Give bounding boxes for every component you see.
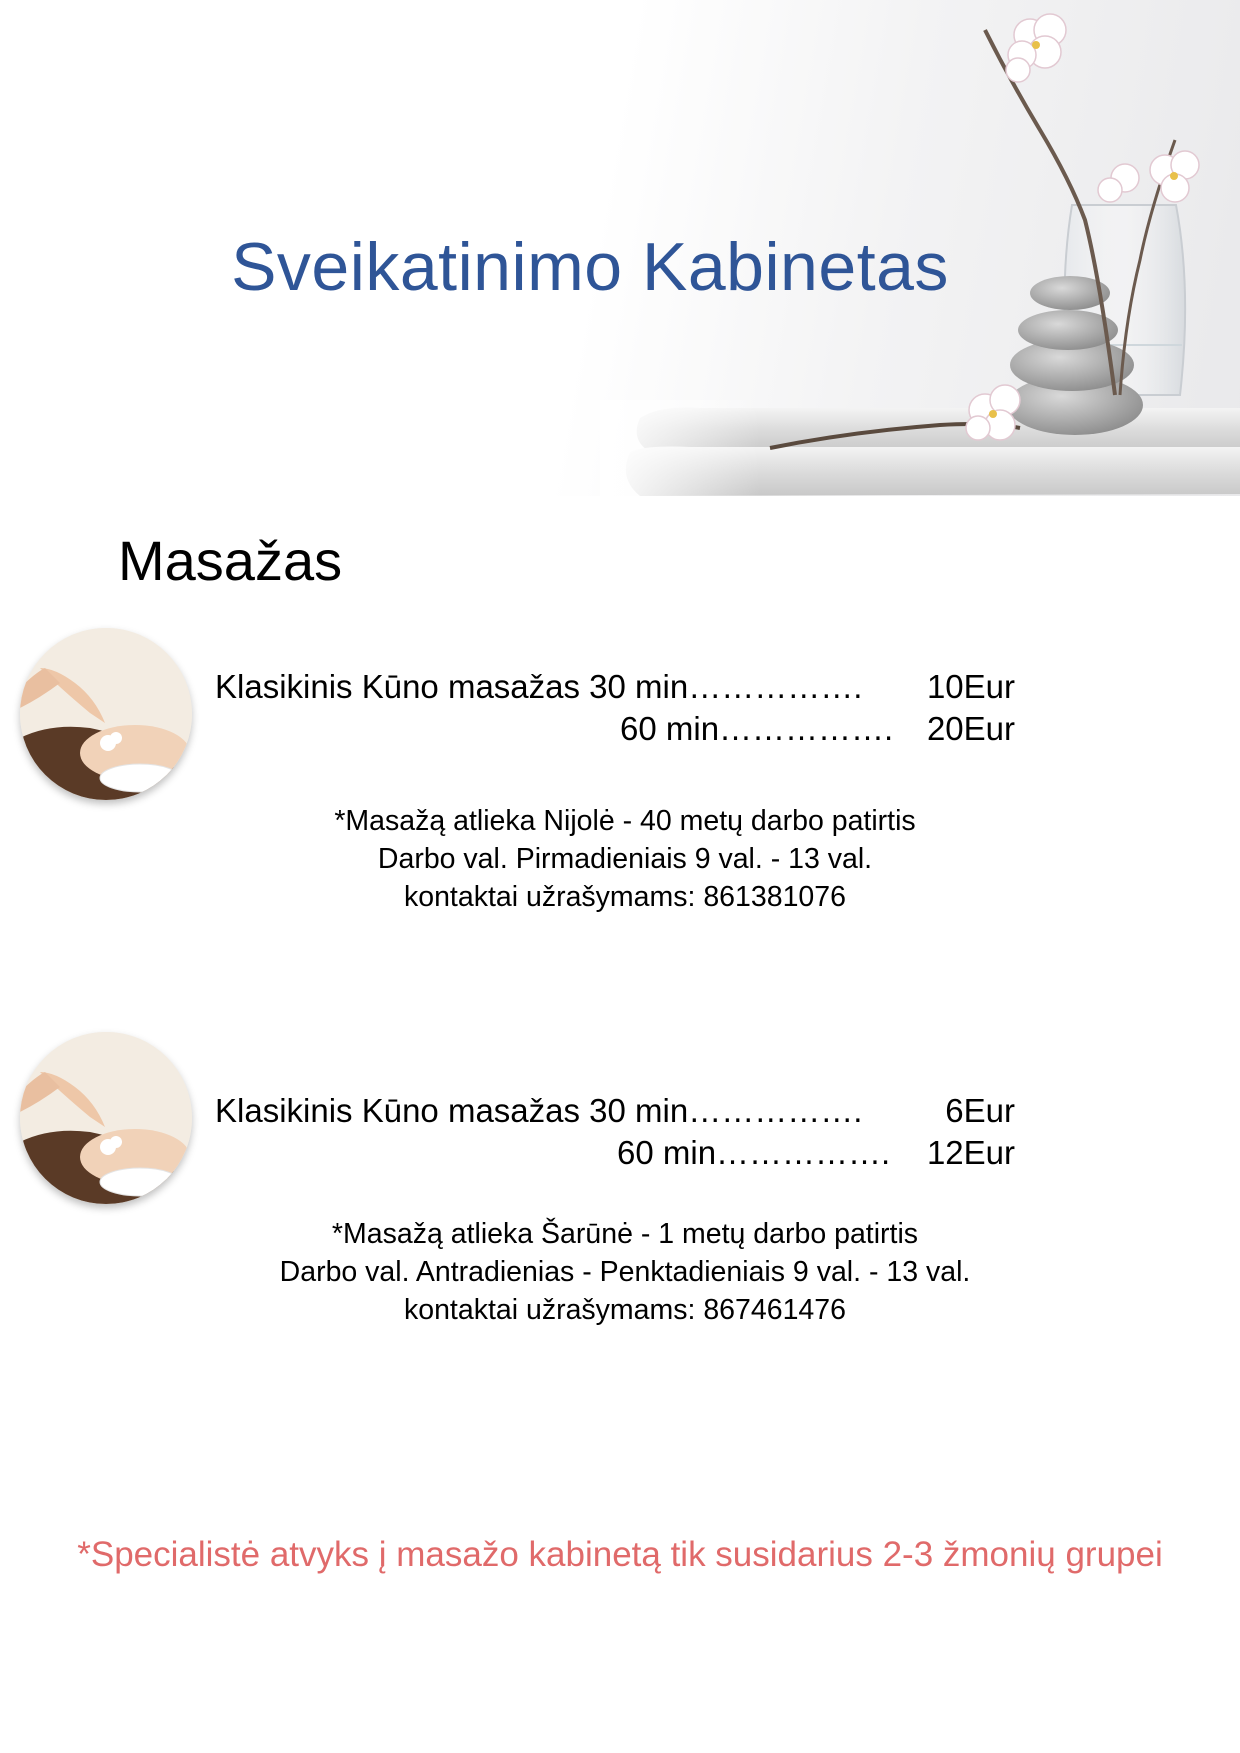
price-amount-60min: 12Eur: [926, 1134, 1015, 1171]
specialist-info: [240, 802, 1010, 916]
price-row-30min: Klasikinis Kūno masažas 30 min…………….: [215, 1092, 863, 1129]
page-title: Sveikatinimo Kabinetas: [231, 229, 949, 305]
section-heading: Masažas: [118, 529, 343, 592]
group-footnote: *Specialistė atvyks į masažo kabinetą tik susidarius 2-3 žmonių grupei: [77, 1535, 1163, 1574]
contact-phone: kontaktai užrašymams: 867461476: [403, 1294, 846, 1326]
massage-woman-icon: [20, 628, 192, 800]
price-row-60min: 60 min…………….: [617, 1134, 891, 1171]
price-amount-30min: 6Eur: [945, 1092, 1015, 1129]
price-amount-30min: 10Eur: [926, 668, 1015, 705]
working-hours: Darbo val. Antradienias - Penktadieniais 9 val. - 13 val.: [279, 1256, 971, 1288]
header-banner: [0, 0, 1240, 496]
price-row-30min: Klasikinis Kūno masažas 30 min…………….: [215, 668, 863, 705]
specialist-experience: *Masažą atlieka Šarūnė - 1 metų darbo patirtis: [331, 1218, 919, 1250]
specialist-info: [240, 1215, 1010, 1329]
price-amount-60min: 20Eur: [926, 710, 1015, 747]
contact-phone: kontaktai užrašymams: 861381076: [403, 881, 846, 913]
working-hours: Darbo val. Pirmadieniais 9 val. - 13 val.: [377, 843, 873, 875]
price-row-60min: 60 min…………….: [620, 710, 894, 747]
specialist-experience: *Masažą atlieka Nijolė - 40 metų darbo patirtis: [334, 805, 916, 837]
massage-woman-icon: [20, 1032, 192, 1204]
